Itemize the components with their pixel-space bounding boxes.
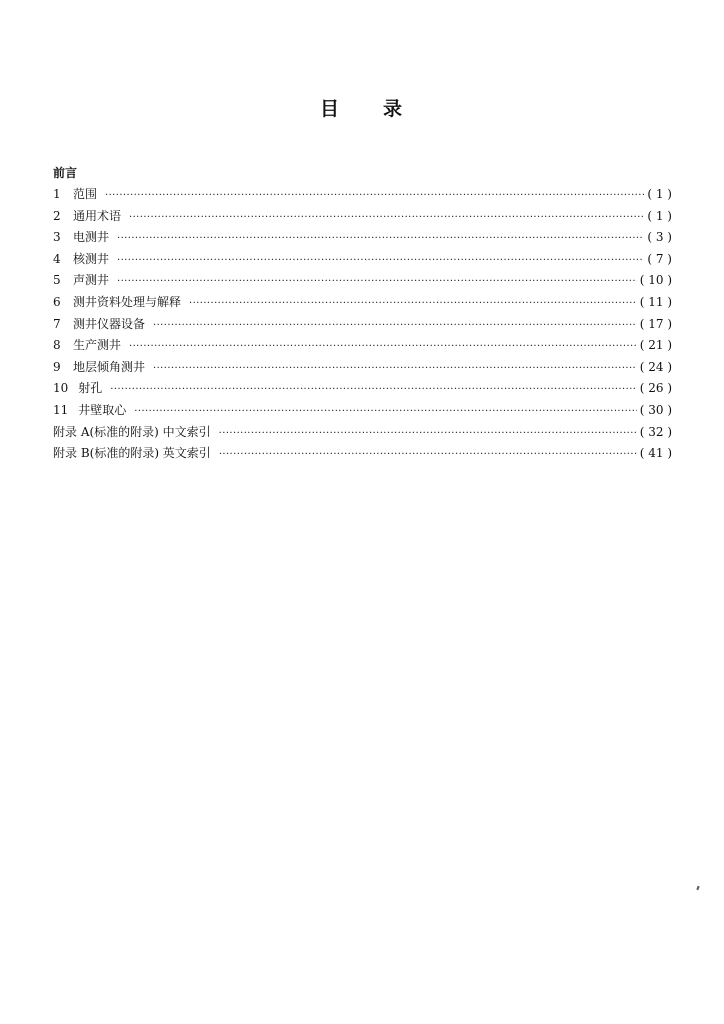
toc-entry-page: ( 41 ) (639, 446, 672, 461)
toc-leader-dots (153, 358, 637, 380)
toc-leader-dots (189, 293, 637, 315)
toc-entry-label: 地层倾角测井 (73, 359, 146, 374)
toc-entry-number: 11 (53, 402, 69, 417)
toc-entry-number: 4 (53, 251, 61, 266)
toc-entry-label: 测井资料处理与解释 (73, 294, 182, 309)
toc-entry[interactable] (53, 400, 672, 422)
toc-leader-dots (117, 271, 637, 293)
toc-entry[interactable] (53, 357, 672, 379)
toc-entry-page: ( 11 ) (639, 294, 672, 309)
toc-entry[interactable] (53, 270, 672, 292)
toc-entry-label: 射孔 (78, 381, 103, 396)
toc-entry[interactable] (53, 184, 672, 206)
toc-entry-number: 9 (53, 359, 61, 374)
toc-entry-page: ( 17 ) (639, 316, 672, 331)
toc-entry-label: 声测井 (73, 273, 110, 288)
title-char-2: 录 (383, 98, 405, 120)
toc-entry[interactable] (53, 335, 672, 357)
toc-entry-page: ( 7 ) (647, 251, 672, 266)
toc-entry-page: ( 1 ) (647, 208, 672, 223)
toc-entry-number: 3 (53, 230, 61, 245)
toc-entry[interactable] (53, 206, 672, 228)
toc-leader-dots (117, 250, 644, 272)
toc-entry-appendix-b[interactable] (53, 443, 672, 465)
toc-leader-dots (129, 336, 637, 358)
toc-entry[interactable] (53, 227, 672, 249)
toc-leader-dots (153, 315, 637, 337)
toc-entry-number: 1 (53, 187, 61, 201)
toc-entry-page: ( 3 ) (647, 230, 672, 245)
toc-leader-dots (134, 401, 636, 423)
toc-entry[interactable] (53, 292, 672, 314)
toc-leader-dots (219, 444, 637, 466)
toc-leader-dots (129, 207, 644, 229)
toc-leader-dots (105, 185, 644, 207)
title-char-1: 目 (319, 98, 341, 120)
toc-entry-number: 6 (53, 294, 61, 309)
toc-entry-label: 核测井 (73, 251, 110, 266)
toc-entry-page: ( 26 ) (639, 381, 672, 396)
toc-entry-page: ( 32 ) (639, 424, 672, 439)
toc-entry[interactable] (53, 378, 672, 400)
toc-entry-appendix-a[interactable] (53, 422, 672, 444)
toc-entry-page: ( 24 ) (639, 359, 672, 374)
toc-entry-number: 2 (53, 208, 61, 223)
toc-entry-label: 通用术语 (73, 208, 122, 223)
toc-entry-label: 电测井 (73, 230, 110, 245)
toc-entry-label: 生产测井 (73, 338, 122, 353)
toc-entry-number: 10 (53, 381, 69, 396)
toc-entry-page: ( 30 ) (639, 402, 672, 417)
page-title (0, 94, 724, 121)
toc-leader-dots (117, 228, 644, 250)
table-of-contents (53, 184, 672, 465)
toc-entry-page: ( 21 ) (639, 338, 672, 353)
toc-entry-label: 井壁取心 (78, 402, 127, 417)
toc-entry-page: ( 1 ) (647, 187, 672, 201)
toc-entry[interactable] (53, 314, 672, 336)
toc-entry-label: 范围 (73, 187, 98, 201)
scan-speck (696, 886, 699, 890)
toc-entry-number: 7 (53, 316, 61, 331)
toc-entry[interactable] (53, 249, 672, 271)
toc-leader-dots (219, 423, 637, 445)
toc-leader-dots (110, 379, 636, 401)
toc-entry-number: 8 (53, 338, 61, 353)
preface-entry[interactable]: 前言 (53, 166, 78, 180)
toc-entry-number: 5 (53, 273, 61, 288)
toc-entry-page: ( 10 ) (639, 273, 672, 288)
toc-entry-label: 测井仪器设备 (73, 316, 146, 331)
toc-entry-label: 附录 B(标准的附录) 英文索引 (53, 446, 211, 461)
toc-entry-label: 附录 A(标准的附录) 中文索引 (53, 424, 211, 439)
